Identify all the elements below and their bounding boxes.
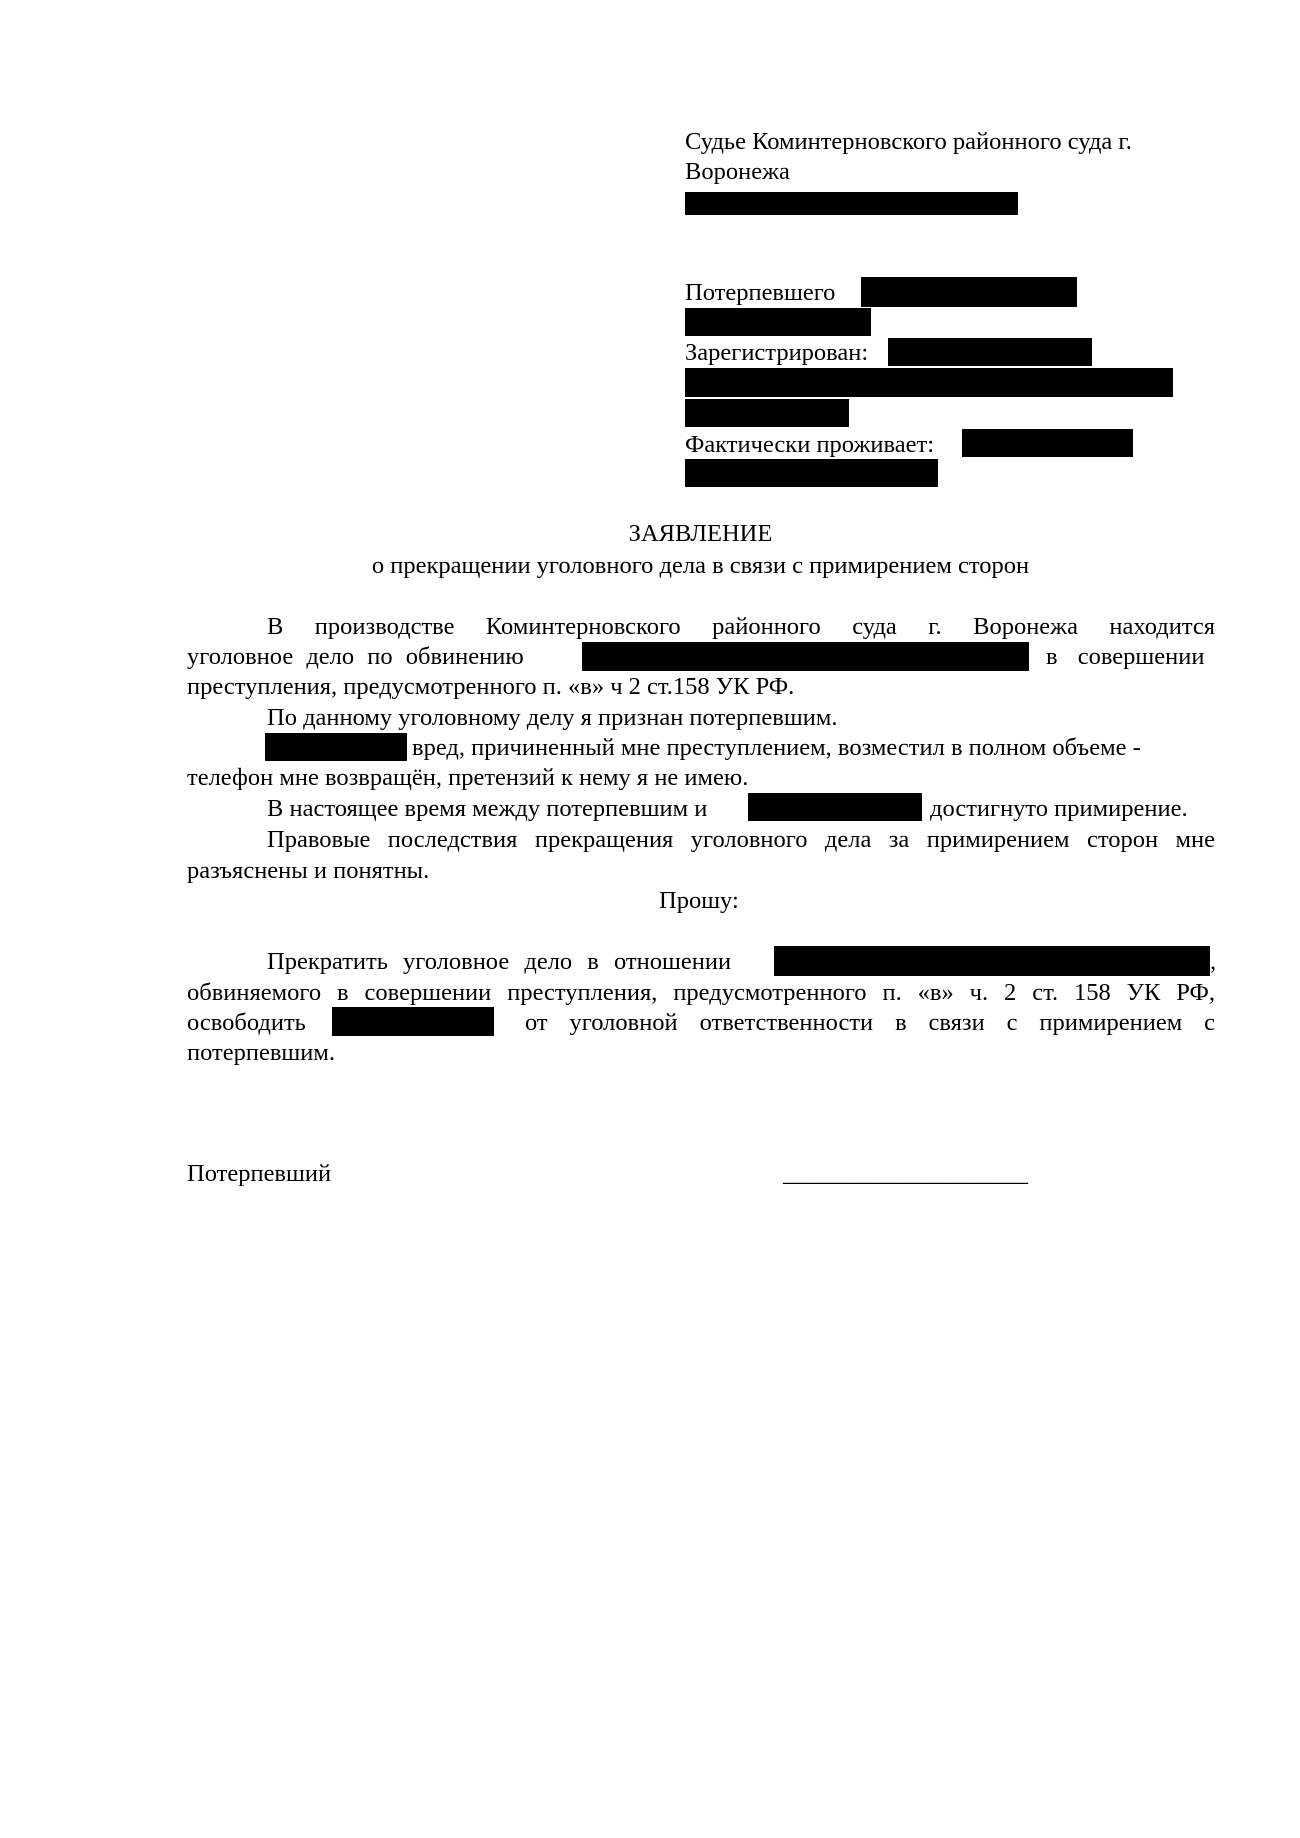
paragraph-5-line-2: разъяснены и понятны. bbox=[187, 857, 430, 884]
paragraph-1-line-2b: в совершении bbox=[1046, 643, 1205, 670]
paragraph-5-line-1: Правовые последствия прекращения уголовного дела за примирением сторон мне bbox=[267, 826, 1215, 853]
redacted-accused-name-4 bbox=[774, 946, 1210, 976]
redacted-accused-name-5 bbox=[332, 1007, 494, 1036]
redacted-registration-3 bbox=[685, 399, 849, 427]
request-line-3b: от уголовной ответственности в связи с примирением с bbox=[525, 1009, 1215, 1036]
paragraph-4-b: достигнуто примирение. bbox=[930, 795, 1188, 822]
redacted-residence-2 bbox=[685, 459, 938, 487]
request-heading: Прошу: bbox=[659, 887, 739, 914]
request-line-1b: , bbox=[1210, 948, 1217, 975]
paragraph-3-line-2: телефон мне возвращён, претензий к нему я не имею. bbox=[187, 764, 749, 791]
redacted-registration-2 bbox=[685, 368, 1173, 397]
redacted-registration-1 bbox=[888, 338, 1092, 366]
document-subtitle: о прекращении уголовного дела в связи с примирением сторон bbox=[371, 552, 1030, 579]
actual-residence-label: Фактически проживает: bbox=[685, 431, 934, 458]
paragraph-3-line-1: вред, причиненный мне преступлением, возместил в полном объеме - bbox=[412, 734, 1141, 761]
redacted-victim-name-2 bbox=[685, 308, 871, 336]
request-line-4: потерпевшим. bbox=[187, 1039, 336, 1066]
redacted-judge-name bbox=[685, 192, 1018, 215]
victim-label: Потерпевшего bbox=[685, 279, 836, 306]
redacted-accused-name-1 bbox=[582, 642, 1029, 671]
paragraph-1-line-1: В производстве Коминтерновского районного суда г. Воронежа находится bbox=[267, 613, 1215, 640]
redacted-residence-1 bbox=[962, 429, 1133, 457]
redacted-accused-name-2 bbox=[265, 733, 407, 761]
paragraph-1-line-3: преступления, предусмотренного п. «в» ч 2 ст.158 УК РФ. bbox=[187, 673, 795, 700]
redacted-accused-name-3 bbox=[748, 793, 922, 821]
request-line-1a: Прекратить уголовное дело в отношении bbox=[267, 948, 732, 975]
document-title: ЗАЯВЛЕНИЕ bbox=[628, 520, 773, 547]
paragraph-4-a: В настоящее время между потерпевшим и bbox=[267, 795, 708, 822]
signature-line: ____________________ bbox=[783, 1160, 1028, 1187]
addressee-line-1: Судье Коминтерновского районного суда г. bbox=[685, 128, 1132, 155]
paragraph-1-line-2a: уголовное дело по обвинению bbox=[187, 643, 524, 670]
request-line-2: обвиняемого в совершении преступления, предусмотренного п. «в» ч. 2 ст. 158 УК РФ, bbox=[187, 979, 1215, 1006]
paragraph-2: По данному уголовному делу я признан потерпевшим. bbox=[267, 704, 838, 731]
signature-label: Потерпевший bbox=[187, 1160, 332, 1187]
request-line-3a: освободить bbox=[187, 1009, 306, 1036]
redacted-victim-name-1 bbox=[861, 277, 1077, 307]
addressee-line-2: Воронежа bbox=[685, 158, 790, 185]
registered-label: Зарегистрирован: bbox=[685, 339, 869, 366]
